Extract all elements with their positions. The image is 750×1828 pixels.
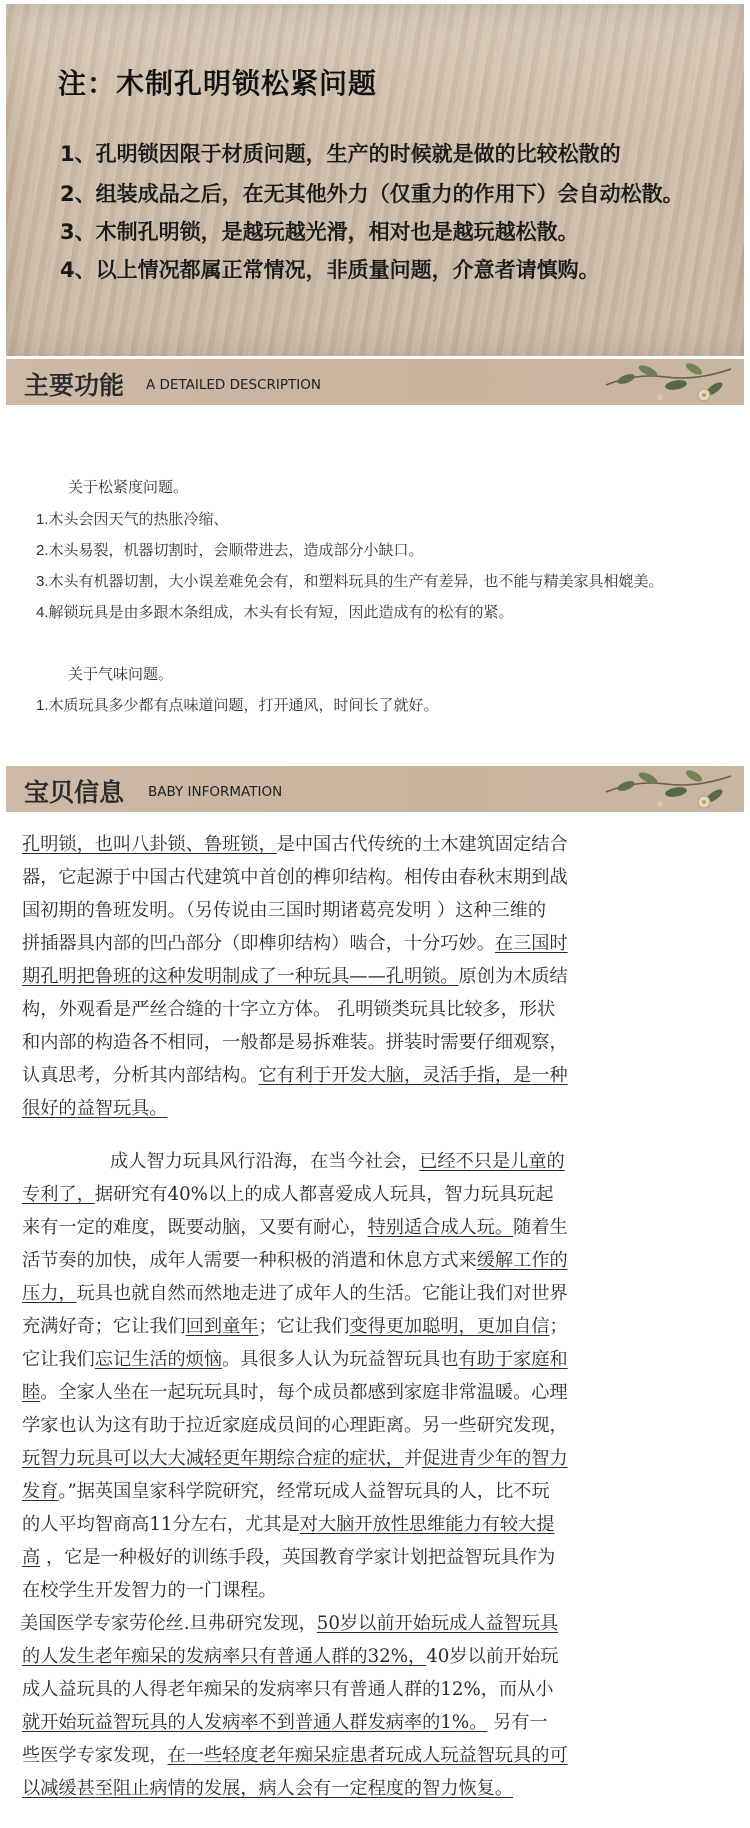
article-line bbox=[22, 929, 568, 955]
underlined-text: 高 bbox=[22, 1547, 41, 1568]
text-span: 并 bbox=[403, 1448, 423, 1469]
article-line bbox=[110, 1147, 565, 1173]
article-line: 成人益玩具的人得老年痴呆的发病率只有普通人群的12%，而从小 bbox=[22, 1679, 554, 1700]
info-banner-title: 宝贝信息 bbox=[24, 778, 125, 807]
text-span: 它让我们 bbox=[22, 1349, 95, 1370]
article-line bbox=[22, 1543, 555, 1569]
text-span: 另有一 bbox=[487, 1712, 548, 1733]
underlined-text: 忘记生活的烦恼 bbox=[94, 1349, 223, 1370]
article-line bbox=[22, 830, 568, 856]
info-banner-subtitle: BABY INFORMATION bbox=[148, 784, 283, 800]
notice-title: 注：木制孔明锁松紧问题 bbox=[58, 67, 378, 100]
article-line bbox=[22, 1741, 568, 1767]
article-line bbox=[22, 1378, 568, 1404]
underlined-text: 特别适合成人玩。 bbox=[367, 1217, 514, 1238]
text-span: 据研究有40%以上的成人都喜爱成人玩具，智力玩具玩起 bbox=[94, 1184, 554, 1205]
underlined-text: 对大脑开放性思维能力有较大提 bbox=[299, 1514, 555, 1535]
text-span: ，它是一种极好的训练手段，英国教育学家计划把益智玩具作为 bbox=[40, 1547, 556, 1568]
functions-line-3: 3.木头有机器切割，大小误差难免会有，和塑料玩具的生产有差异，也不能与精美家具相媲美。 bbox=[36, 573, 664, 590]
article-line bbox=[22, 1444, 568, 1470]
text-span: 。”据英国皇家科学院研究，经常玩成人益智玩具的人，比不玩 bbox=[58, 1481, 550, 1502]
info-banner bbox=[6, 766, 744, 812]
underlined-text: 它有利于开发大脑，灵活手指，是一种 bbox=[258, 1065, 568, 1086]
article-line bbox=[22, 1213, 568, 1239]
functions-line-1: 1.木头会因天气的热胀冷缩、 bbox=[36, 511, 229, 528]
article-line bbox=[22, 1312, 568, 1338]
underlined-text: 压力， bbox=[22, 1283, 77, 1304]
looseness-heading: 关于松紧度问题。 bbox=[68, 479, 189, 496]
odor-heading: 关于气味问题。 bbox=[68, 666, 174, 683]
article-line bbox=[22, 1180, 554, 1206]
article-line bbox=[22, 1642, 558, 1668]
underlined-text: 在一些轻度老年痴呆症患者玩成人玩益智玩具的可 bbox=[167, 1745, 568, 1766]
notice-item-1: 1、孔明锁因限于材质问题，生产的时候就是做的比较松散的 bbox=[60, 142, 621, 166]
article-line bbox=[20, 1609, 558, 1635]
underlined-text: 期孔明把鲁班的这种发明制成了一种玩具——孔明锁。 bbox=[22, 966, 459, 987]
underlined-text: 变得更加聪明，更加自信 bbox=[349, 1316, 550, 1337]
text-span: 美国医学专家劳伦丝.旦弗研究发现， bbox=[20, 1613, 317, 1634]
text-span: 原创为木质结 bbox=[458, 966, 568, 987]
article-line: 构，外观看是严丝合缝的十字立方体。 孔明锁类玩具比较多，形状 bbox=[22, 999, 556, 1020]
underlined-text: 很好的益智玩具。 bbox=[22, 1098, 168, 1119]
underlined-text: 睦 bbox=[22, 1382, 41, 1403]
underlined-text: 孔明锁，也叫八卦锁、鲁班锁， bbox=[22, 834, 277, 855]
article-line bbox=[22, 1094, 168, 1120]
article-line: 器，它起源于中国古代建筑中首创的榫卯结构。相传由春秋末期到战 bbox=[22, 867, 568, 888]
functions-banner bbox=[6, 359, 744, 405]
text-span: 。全家人坐在一起玩玩具时，每个成员都感到家庭非常温暖。心理 bbox=[40, 1382, 568, 1403]
text-span: 认真思考，分析其内部结构。 bbox=[22, 1065, 259, 1086]
text-span: ；它让我们 bbox=[258, 1316, 350, 1337]
underlined-text: 已经不只是儿童的 bbox=[419, 1151, 565, 1172]
article-line bbox=[22, 1061, 568, 1087]
underlined-text: 回到童年 bbox=[185, 1316, 259, 1337]
notice-item-4: 4、以上情况都属正常情况，非质量问题，介意者请慎购。 bbox=[60, 258, 600, 282]
leaf-decoration-icon bbox=[596, 766, 736, 812]
underlined-text: 的人发生老年痴呆的发病率只有普通人群的32%， bbox=[22, 1646, 427, 1667]
text-span: 成人智力玩具风行沿海，在当今社会， bbox=[110, 1151, 420, 1172]
text-span: 是中国古代传统的土木建筑固定结合 bbox=[276, 834, 568, 855]
text-span: 充满好奇；它让我们 bbox=[22, 1316, 186, 1337]
underlined-text: 玩智力玩具可以大大减轻更年期综合症的症状， bbox=[22, 1448, 404, 1469]
article-line bbox=[22, 1708, 548, 1734]
underlined-text: 以减缓甚至阻止病情的发展，病人会有一定程度的智力恢复。 bbox=[22, 1778, 514, 1799]
text-span: 。具很多人认为玩益智玩具也 bbox=[222, 1349, 459, 1370]
text-span: 随着生 bbox=[513, 1217, 568, 1238]
article-line bbox=[22, 962, 568, 988]
functions-line-4: 4.解锁玩具是由多跟木条组成，木头有长有短，因此造成有的松有的紧。 bbox=[36, 604, 514, 621]
underlined-text: 就开始玩益智玩具的人发病率不到普通人群发病率的1%。 bbox=[22, 1712, 488, 1733]
text-span: 些医学专家发现， bbox=[22, 1745, 168, 1766]
text-span: 玩具也就自然而然地走进了成年人的生活。它能让我们对世界 bbox=[76, 1283, 568, 1304]
text-span: 拼插器具内部的凹凸部分（即榫卯结构）啮合，十分巧妙。 bbox=[22, 933, 495, 954]
functions-banner-title: 主要功能 bbox=[24, 371, 125, 400]
article-line: 国初期的鲁班发明。（另传说由三国时期诸葛亮发明 ）这种三维的 bbox=[22, 900, 547, 921]
notice-panel bbox=[6, 4, 744, 356]
text-span: 活节奏的加快，成年人需要一种积极的消遣和休息方式来 bbox=[22, 1250, 477, 1271]
text-span: 的人平均智商高11分左右，尤其是 bbox=[22, 1514, 300, 1535]
functions-line-5: 1.木质玩具多少都有点味道问题，打开通风，时间长了就好。 bbox=[36, 697, 439, 714]
article-line: 在校学生开发智力的一门课程。 bbox=[22, 1580, 277, 1601]
text-span: ； bbox=[549, 1316, 568, 1337]
article-line: 和内部的构造各不相同，一般都是易拆难装。拼装时需要仔细观察， bbox=[22, 1032, 568, 1053]
article-line bbox=[22, 1345, 568, 1371]
article-line: 学家也认为这有助于拉近家庭成员间的心理距离。另一些研究发现， bbox=[22, 1415, 568, 1436]
functions-line-2: 2.木头易裂，机器切割时，会顺带进去，造成部分小缺口。 bbox=[36, 542, 424, 559]
article-line bbox=[22, 1246, 568, 1272]
article-line bbox=[22, 1510, 554, 1536]
article-line bbox=[22, 1477, 550, 1503]
underlined-text: 发育 bbox=[22, 1481, 59, 1502]
article-line bbox=[22, 1774, 513, 1800]
underlined-text: 在三国时 bbox=[494, 933, 568, 954]
underlined-text: 专利了， bbox=[22, 1184, 95, 1205]
functions-banner-subtitle: A DETAILED DESCRIPTION bbox=[146, 377, 321, 393]
notice-item-3: 3、木制孔明锁，是越玩越光滑，相对也是越玩越松散。 bbox=[60, 220, 579, 244]
underlined-text: 50岁以前开始玩成人益智玩具 bbox=[316, 1613, 559, 1634]
underlined-text: 促进青少年的智力 bbox=[422, 1448, 568, 1469]
article-line bbox=[22, 1279, 568, 1305]
text-span: 40岁以前开始玩 bbox=[426, 1646, 559, 1667]
underlined-text: 有助于家庭和 bbox=[458, 1349, 568, 1370]
underlined-text: 缓解工作的 bbox=[476, 1250, 568, 1271]
notice-item-2: 2、组装成品之后，在无其他外力（仅重力的作用下）会自动松散。 bbox=[60, 182, 684, 206]
leaf-decoration-icon bbox=[596, 359, 736, 405]
text-span: 来有一定的难度，既要动脑，又要有耐心， bbox=[22, 1217, 368, 1238]
